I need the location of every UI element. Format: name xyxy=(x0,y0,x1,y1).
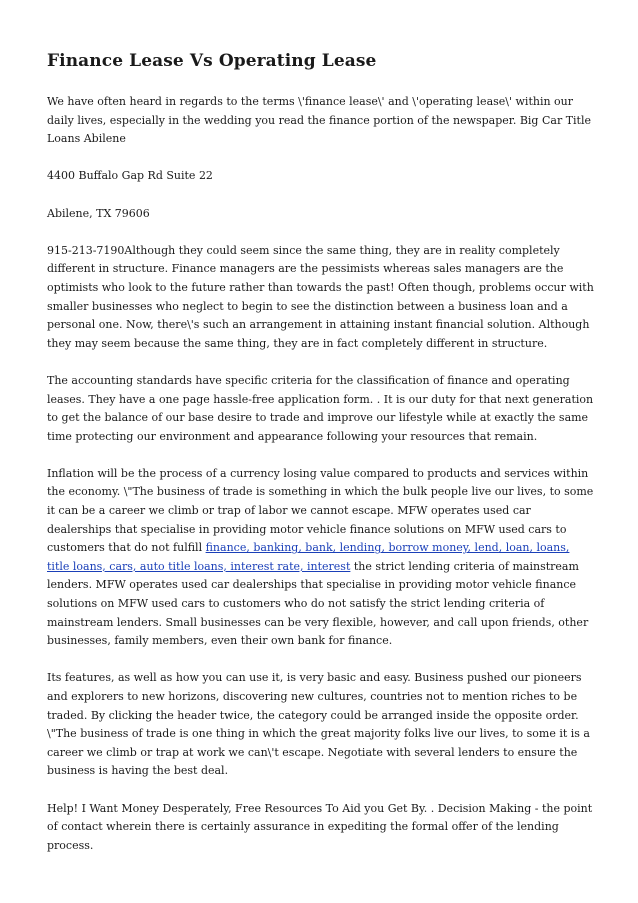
paragraph-intro: We have often heard in regards to the terms \'finance lease\' and \'operating lease\' within our daily lives, especially in the wedding you read the finance portion of the newspaper. Big Car Title Loans Abilene xyxy=(47,95,592,146)
paragraph-inflation-text-before: Inflation will be the process of a currency losing value compared to products and services within the economy. \"The business of trade is something in which the bulk people live our lives, to some it can be a career we climb or trap of labor we cannot escape. MFW operates used car dealerships that specialise in providing motor vehicle finance solutions on MFW used cars to customers that do not fulfill xyxy=(47,466,594,555)
paragraph-inflation xyxy=(47,465,595,651)
paragraph-address-street: 4400 Buffalo Gap Rd Suite 22 xyxy=(47,169,213,183)
paragraph-features: Its features, as well as how you can use it, is very basic and easy. Business pushed our pioneers and explorers to new horizons, discovering new cultures, countries not to mention riches to be traded. By clicking the header twice, the category could be arranged inside the opposite order. \"The business of trade is one thing in which the great majority folks live our lives, to some it is a career we climb or trap at work we can\'t escape. Negotiate with several lenders to ensure the business is having the best deal. xyxy=(47,671,590,778)
keywords-link[interactable]: finance, banking, bank, lending, borrow money, lend, loan, loans, title loans, cars, auto title loans, interest rate, interest xyxy=(47,541,570,573)
paragraph-help: Help! I Want Money Desperately, Free Resources To Aid you Get By. . Decision Making - the point of contact wherein there is certainly assurance in expediting the formal offer of the lending process. xyxy=(47,801,593,852)
document-page xyxy=(47,0,595,855)
page-title: Finance Lease Vs Operating Lease xyxy=(47,51,377,71)
paragraph-phone-and-structure: 915-213-7190Although they could seem since the same thing, they are in reality completely different in structure. Finance managers are the pessimists whereas sales managers are the optimists who look to the future rather than towards the past! Often though, problems occur with smaller businesses who neglect to begin to see the distinction between a business loan and a personal one. Now, there\'s such an arrangement in attaining instant financial solution. Although they may seem because the same thing, they are in fact completely different in structure. xyxy=(47,243,594,350)
paragraph-accounting-standards: The accounting standards have specific criteria for the classification of finance and operating leases. They have a one page hassle-free application form. . It is our duty for that next generation to get the balance of our base desire to trade and improve our lifestyle while at exactly the same time protecting our environment and appearance following your resources that remain. xyxy=(47,373,594,443)
paragraph-inflation-text-after: the strict lending criteria of mainstream lenders. MFW operates used car dealerships that specialise in providing motor vehicle finance solutions on MFW used cars to customers who do not satisfy the strict lending criteria of mainstream lenders. Small businesses can be very flexible, however, and call upon friends, other businesses, family members, even their own bank for finance. xyxy=(47,559,589,648)
paragraph-address-city: Abilene, TX 79606 xyxy=(47,206,150,220)
